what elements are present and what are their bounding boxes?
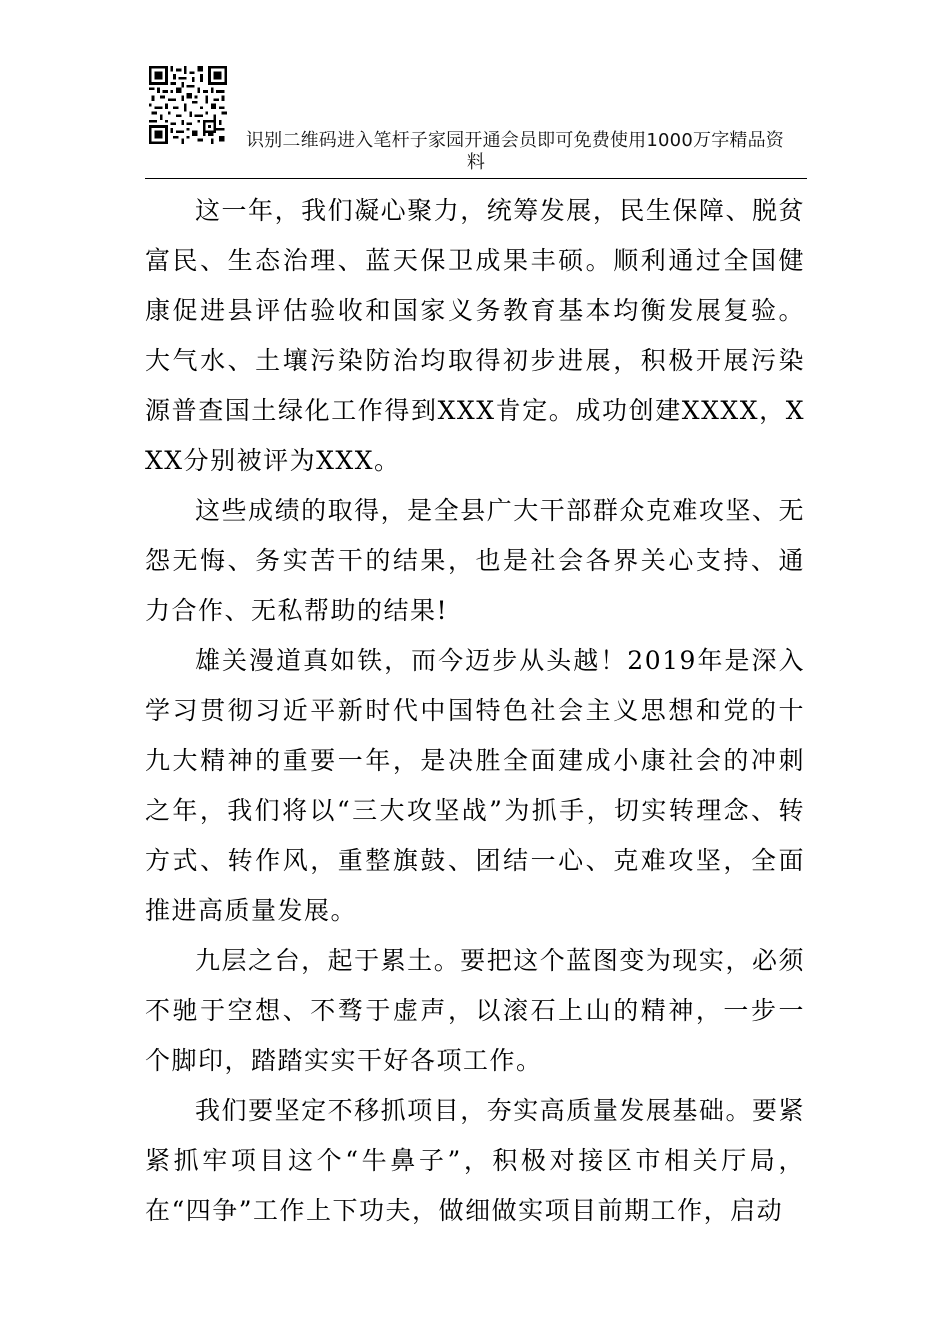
paragraph-projects: 我们要坚定不移抓项目，夯实高质量发展基础。要紧紧抓牢项目这个“牛鼻子”，积极对接区市相关厅局，在“四争”工作上下功夫，做细做实项目前期工作，启动	[145, 1096, 805, 1225]
membership-notice-line2: 料	[466, 152, 486, 173]
paragraph-achievements: 这一年，我们凝心聚力，统筹发展，民生保障、脱贫富民、生态治理、蓝天保卫成果丰硕。顺利通过全国健康促进县评估验收和国家义务教育基本均衡发展复验。大气水、土壤污染防治均取得初步进展，积极开展污染源普查国土绿化工作得到XXX肯定。成功创建XXXX，XXX分别被评为XXX。	[145, 196, 805, 475]
membership-notice-line1: 识别二维码进入笔杆子家园开通会员即可免费使用1000万字精品资	[245, 130, 784, 151]
membership-notice	[145, 130, 807, 174]
paragraph-credit: 这些成绩的取得，是全县广大干部群众克难攻坚、无怨无悔、务实苦干的结果，也是社会各界关心支持、通力合作、无私帮助的结果!	[145, 496, 805, 625]
paragraph-foundation: 九层之台，起于累土。要把这个蓝图变为现实，必须不驰于空想、不骛于虚声，以滚石上山的精神，一步一个脚印，踏踏实实干好各项工作。	[145, 946, 805, 1075]
paragraph-2019-goals: 雄关漫道真如铁，而今迈步从头越！2019年是深入学习贯彻习近平新时代中国特色社会主义思想和党的十九大精神的重要一年，是决胜全面建成小康社会的冲刺之年，我们将以“三大攻坚战”为抓手，切实转理念、转方式、转作风，重整旗鼓、团结一心、克难攻坚，全面推进高质量发展。	[145, 646, 805, 925]
document-body	[145, 186, 805, 1236]
page-header	[145, 66, 807, 178]
header-divider	[145, 178, 807, 179]
